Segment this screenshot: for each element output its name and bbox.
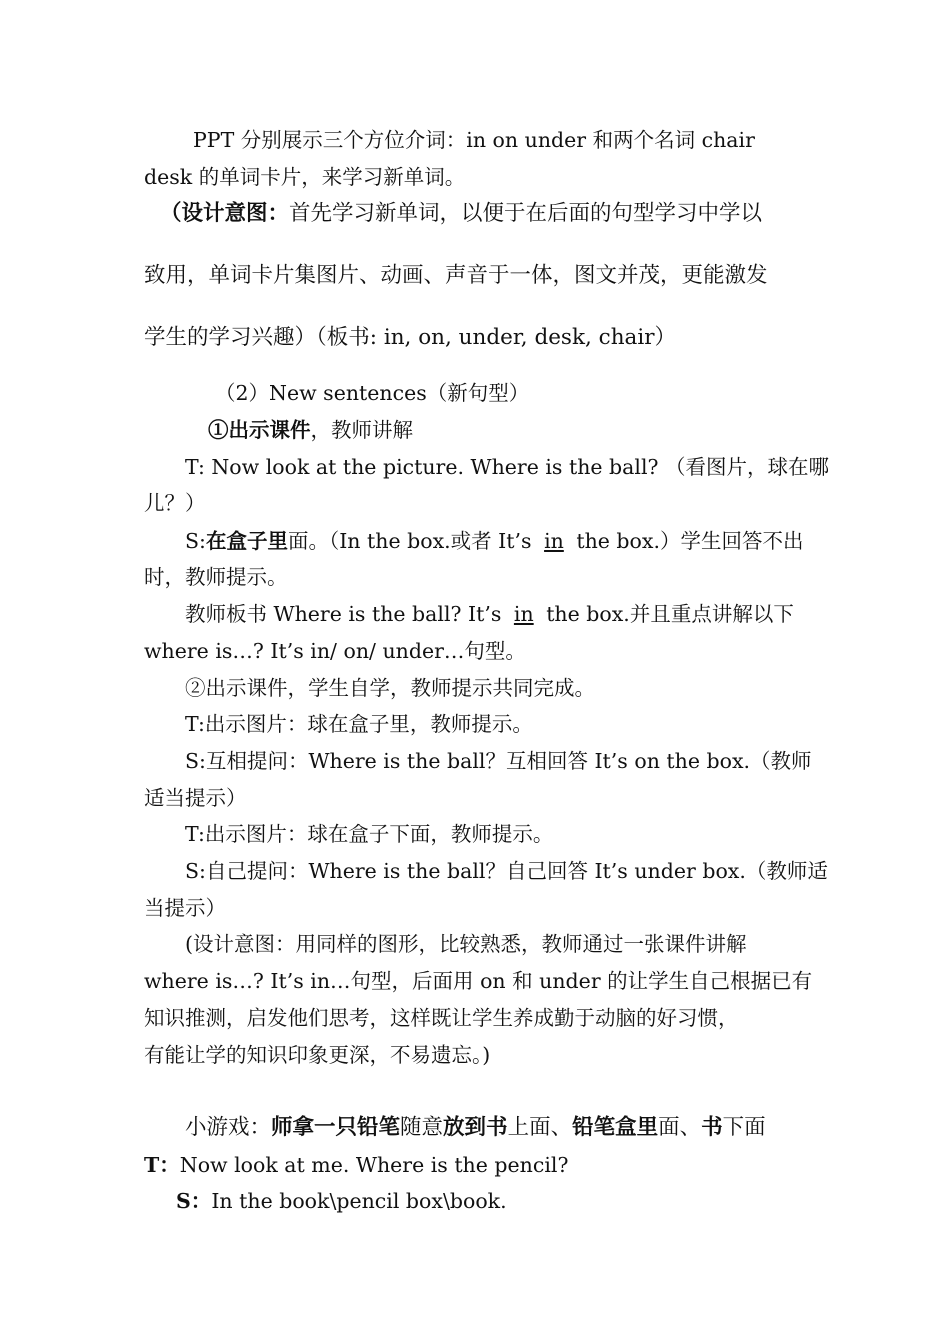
design-intent-2-line-4: 有能让学的知识印象更深，不易遗忘。) (144, 1043, 491, 1067)
mini-game-line: 小游戏：师拿一只铅笔随意放到书上面、铅笔盒里面、书下面 (185, 1115, 766, 1140)
teacher-picture-2: T:出示图片：球在盒子下面，教师提示。 (185, 822, 554, 846)
intro-line-2: desk 的单词卡片，来学习新单词。 (144, 165, 466, 189)
board-writing-continuation: where is…? It’s in/ on/ under…句型。 (144, 639, 526, 663)
design-intent-2-line-3: 知识推测，启发他们思考，这样既让学生养成勤于动脑的好习惯， (144, 1006, 739, 1030)
board-blank: in (513, 602, 534, 626)
design-intent-1-line-2: 致用，单词卡片集图片、动画、声音于一体，图文并茂，更能激发 (144, 263, 768, 288)
student-answer-continuation: 时，教师提示。 (144, 565, 288, 589)
intro-line-1: PPT 分别展示三个方位介词：in on under 和两个名词 chair (193, 128, 755, 152)
design-intent-2-line-1: (设计意图：用同样的图形，比较熟悉，教师通过一张课件讲解 (185, 932, 747, 956)
board-writing-line: 教师板书 Where is the ball? It’s in the box.并且重点讲解以下 (185, 602, 794, 626)
section-heading-new-sentences: （2）New sentences（新句型） (215, 381, 530, 405)
step1-line: ①出示课件，教师讲解 (208, 418, 413, 442)
design-intent-label: （设计意图： (160, 201, 290, 226)
game-teacher-line: T：Now look at me. Where is the pencil? (144, 1153, 569, 1177)
design-intent-1-line-3: 学生的学习兴趣）（板书: in, on, under, desk, chair） (144, 325, 677, 350)
design-intent-1-line-1: （设计意图：首先学习新单词，以便于在后面的句型学习中学以 (160, 201, 763, 226)
student-mutual-question-line-2: 适当提示） (144, 786, 247, 810)
teacher-question-line-2: 儿？） (144, 491, 206, 515)
step1-title: ①出示课件 (208, 418, 311, 442)
student-mutual-question-line-1: S:互相提问：Where is the ball？互相回答 It’s on the box.（教师 (185, 749, 812, 773)
step2-line: ②出示课件，学生自学，教师提示共同完成。 (185, 676, 595, 700)
student-answer-line: S:在盒子里面。（In the box.或者 It’s in the box.）学生回答不出 (185, 529, 804, 553)
student-self-question-line-2: 当提示） (144, 896, 226, 920)
teacher-question-line-1: T: Now look at the picture. Where is the ball? （看图片，球在哪 (185, 455, 830, 479)
design-intent-2-line-2: where is…? It’s in…句型，后面用 on 和 under 的让学生自己根据已有 (144, 969, 813, 993)
teacher-picture-1: T:出示图片：球在盒子里，教师提示。 (185, 712, 533, 736)
answer-blank: in (544, 529, 564, 553)
student-self-question-line-1: S:自己提问：Where is the ball？自己回答 It’s under box.（教师适 (185, 859, 828, 883)
game-student-line: S：In the book\pencil box\book. (176, 1189, 507, 1213)
